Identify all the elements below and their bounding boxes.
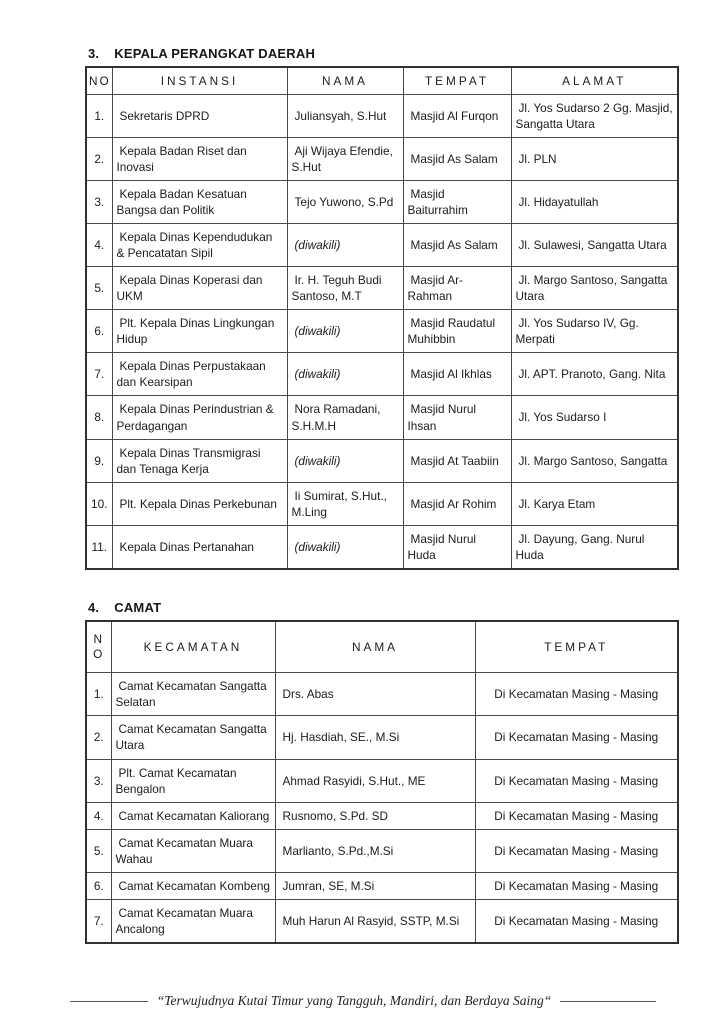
cell-alamat: Jl. APT. Pranoto, Gang. Nita	[511, 353, 678, 396]
section-kepala-perangkat-daerah	[85, 46, 726, 570]
cell-alamat: Jl. Hidayatullah	[511, 181, 678, 224]
cell-no: 8.	[86, 396, 112, 439]
cell-tempat: Di Kecamatan Masing - Masing	[475, 759, 678, 802]
table-kepala-perangkat-daerah	[85, 66, 679, 570]
cell-nama: (diwakili)	[287, 353, 403, 396]
table-row	[86, 716, 678, 759]
table-row	[86, 138, 678, 181]
cell-alamat: Jl. Dayung, Gang. Nurul Huda	[511, 525, 678, 569]
cell-instansi: Kepala Dinas Pertanahan	[112, 525, 287, 569]
cell-tempat: Masjid Baiturrahim	[403, 181, 511, 224]
cell-nama: (diwakili)	[287, 224, 403, 267]
cell-nama: Juliansyah, S.Hut	[287, 95, 403, 138]
section-heading	[88, 46, 726, 61]
cell-no: 6.	[86, 872, 111, 899]
cell-tempat: Masjid As Salam	[403, 224, 511, 267]
cell-no: 3.	[86, 759, 111, 802]
header-alamat: ALAMAT	[511, 67, 678, 95]
cell-nama: (diwakili)	[287, 310, 403, 353]
cell-nama: Drs. Abas	[275, 673, 475, 716]
cell-kecamatan: Camat Kecamatan Kombeng	[111, 872, 275, 899]
cell-nama: Aji Wijaya Efendie, S.Hut	[287, 138, 403, 181]
section-title-text: CAMAT	[114, 599, 162, 615]
cell-no: 4.	[86, 802, 111, 829]
table-row	[86, 673, 678, 716]
table-row	[86, 95, 678, 138]
cell-alamat: Jl. Margo Santoso, Sangatta Utara	[511, 267, 678, 310]
cell-kecamatan: Plt. Camat Kecamatan Bengalon	[111, 759, 275, 802]
table-row	[86, 899, 678, 943]
cell-alamat: Jl. Yos Sudarso I	[511, 396, 678, 439]
cell-tempat: Masjid At Taabiin	[403, 439, 511, 482]
cell-alamat: Jl. Margo Santoso, Sangatta	[511, 439, 678, 482]
cell-no: 10.	[86, 482, 112, 525]
cell-no: 6.	[86, 310, 112, 353]
table-camat	[85, 620, 679, 944]
cell-alamat: Jl. Yos Sudarso 2 Gg. Masjid, Sangatta Utara	[511, 95, 678, 138]
cell-alamat: Jl. Sulawesi, Sangatta Utara	[511, 224, 678, 267]
table-header-row	[86, 621, 678, 673]
cell-no: 3.	[86, 181, 112, 224]
table-row	[86, 396, 678, 439]
cell-nama: Ahmad Rasyidi, S.Hut., ME	[275, 759, 475, 802]
cell-tempat: Masjid Ar Rohim	[403, 482, 511, 525]
cell-no: 1.	[86, 673, 111, 716]
header-instansi: INSTANSI	[112, 67, 287, 95]
cell-nama: Nora Ramadani, S.H.M.H	[287, 396, 403, 439]
cell-kecamatan: Camat Kecamatan Kaliorang	[111, 802, 275, 829]
header-nama: NAMA	[275, 621, 475, 673]
cell-tempat: Masjid Al Furqon	[403, 95, 511, 138]
table-body	[86, 673, 678, 943]
cell-no: 2.	[86, 716, 111, 759]
cell-instansi: Kepala Dinas Perpustakaan dan Kearsipan	[112, 353, 287, 396]
cell-kecamatan: Camat Kecamatan Sangatta Utara	[111, 716, 275, 759]
footer-quote-text: “Terwujudnya Kutai Timur yang Tangguh, Mandiri, dan Berdaya Saing“	[156, 993, 552, 1008]
table-row	[86, 872, 678, 899]
table-header-row	[86, 67, 678, 95]
table-row	[86, 310, 678, 353]
cell-no: 11.	[86, 525, 112, 569]
cell-tempat: Masjid Al Ikhlas	[403, 353, 511, 396]
cell-nama: Hj. Hasdiah, SE., M.Si	[275, 716, 475, 759]
cell-tempat: Masjid Nurul Ihsan	[403, 396, 511, 439]
cell-instansi: Plt. Kepala Dinas Perkebunan	[112, 482, 287, 525]
cell-tempat: Di Kecamatan Masing - Masing	[475, 716, 678, 759]
table-row	[86, 224, 678, 267]
section-title-text: KEPALA PERANGKAT DAERAH	[114, 46, 316, 61]
cell-instansi: Kepala Badan Riset dan Inovasi	[112, 138, 287, 181]
table-row	[86, 525, 678, 569]
cell-nama: Tejo Yuwono, S.Pd	[287, 181, 403, 224]
cell-no: 7.	[86, 899, 111, 943]
table-row	[86, 439, 678, 482]
cell-alamat: Jl. Karya Etam	[511, 482, 678, 525]
section-number: 3.	[88, 46, 100, 61]
cell-nama: Muh Harun Al Rasyid, SSTP, M.Si	[275, 899, 475, 943]
cell-tempat: Di Kecamatan Masing - Masing	[475, 802, 678, 829]
footer-rule-left	[70, 1001, 148, 1002]
cell-nama: Marlianto, S.Pd.,M.Si	[275, 829, 475, 872]
cell-kecamatan: Camat Kecamatan Sangatta Selatan	[111, 673, 275, 716]
table-row	[86, 267, 678, 310]
header-kecamatan: KECAMATAN	[111, 621, 275, 673]
cell-instansi: Kepala Badan Kesatuan Bangsa dan Politik	[112, 181, 287, 224]
header-no: NO	[86, 67, 112, 95]
cell-no: 1.	[86, 95, 112, 138]
table-row	[86, 802, 678, 829]
cell-tempat: Masjid As Salam	[403, 138, 511, 181]
cell-no: 5.	[86, 829, 111, 872]
cell-tempat: Masjid Raudatul Muhibbin	[403, 310, 511, 353]
cell-no: 4.	[86, 224, 112, 267]
cell-nama: Ii Sumirat, S.Hut., M.Ling	[287, 482, 403, 525]
cell-kecamatan: Camat Kecamatan Muara Ancalong	[111, 899, 275, 943]
cell-no: 2.	[86, 138, 112, 181]
table-row	[86, 353, 678, 396]
header-nama: NAMA	[287, 67, 403, 95]
cell-alamat: Jl. Yos Sudarso IV, Gg. Merpati	[511, 310, 678, 353]
table-row	[86, 759, 678, 802]
section-heading	[88, 600, 726, 615]
header-tempat: TEMPAT	[475, 621, 678, 673]
cell-alamat: Jl. PLN	[511, 138, 678, 181]
cell-instansi: Kepala Dinas Koperasi dan UKM	[112, 267, 287, 310]
cell-tempat: Di Kecamatan Masing - Masing	[475, 872, 678, 899]
cell-instansi: Sekretaris DPRD	[112, 95, 287, 138]
footer-rule-right	[560, 1001, 656, 1002]
cell-kecamatan: Camat Kecamatan Muara Wahau	[111, 829, 275, 872]
cell-nama: Ir. H. Teguh Budi Santoso, M.T	[287, 267, 403, 310]
section-camat	[85, 600, 726, 944]
cell-nama: Rusnomo, S.Pd. SD	[275, 802, 475, 829]
table-body	[86, 95, 678, 569]
cell-no: 7.	[86, 353, 112, 396]
cell-tempat: Di Kecamatan Masing - Masing	[475, 899, 678, 943]
header-tempat: TEMPAT	[403, 67, 511, 95]
cell-instansi: Plt. Kepala Dinas Lingkungan Hidup	[112, 310, 287, 353]
cell-nama: Jumran, SE, M.Si	[275, 872, 475, 899]
cell-instansi: Kepala Dinas Transmigrasi dan Tenaga Kerja	[112, 439, 287, 482]
table-row	[86, 181, 678, 224]
cell-no: 9.	[86, 439, 112, 482]
table-row	[86, 482, 678, 525]
cell-tempat: Di Kecamatan Masing - Masing	[475, 829, 678, 872]
table-row	[86, 829, 678, 872]
cell-no: 5.	[86, 267, 112, 310]
footer-motto	[0, 993, 726, 1009]
cell-instansi: Kepala Dinas Perindustrian & Perdagangan	[112, 396, 287, 439]
cell-tempat: Masjid Ar-Rahman	[403, 267, 511, 310]
cell-nama: (diwakili)	[287, 525, 403, 569]
cell-nama: (diwakili)	[287, 439, 403, 482]
cell-tempat: Masjid Nurul Huda	[403, 525, 511, 569]
section-number: 4.	[88, 599, 100, 615]
cell-tempat: Di Kecamatan Masing - Masing	[475, 673, 678, 716]
header-no: NO	[86, 621, 111, 673]
cell-instansi: Kepala Dinas Kependudukan & Pencatatan Sipil	[112, 224, 287, 267]
